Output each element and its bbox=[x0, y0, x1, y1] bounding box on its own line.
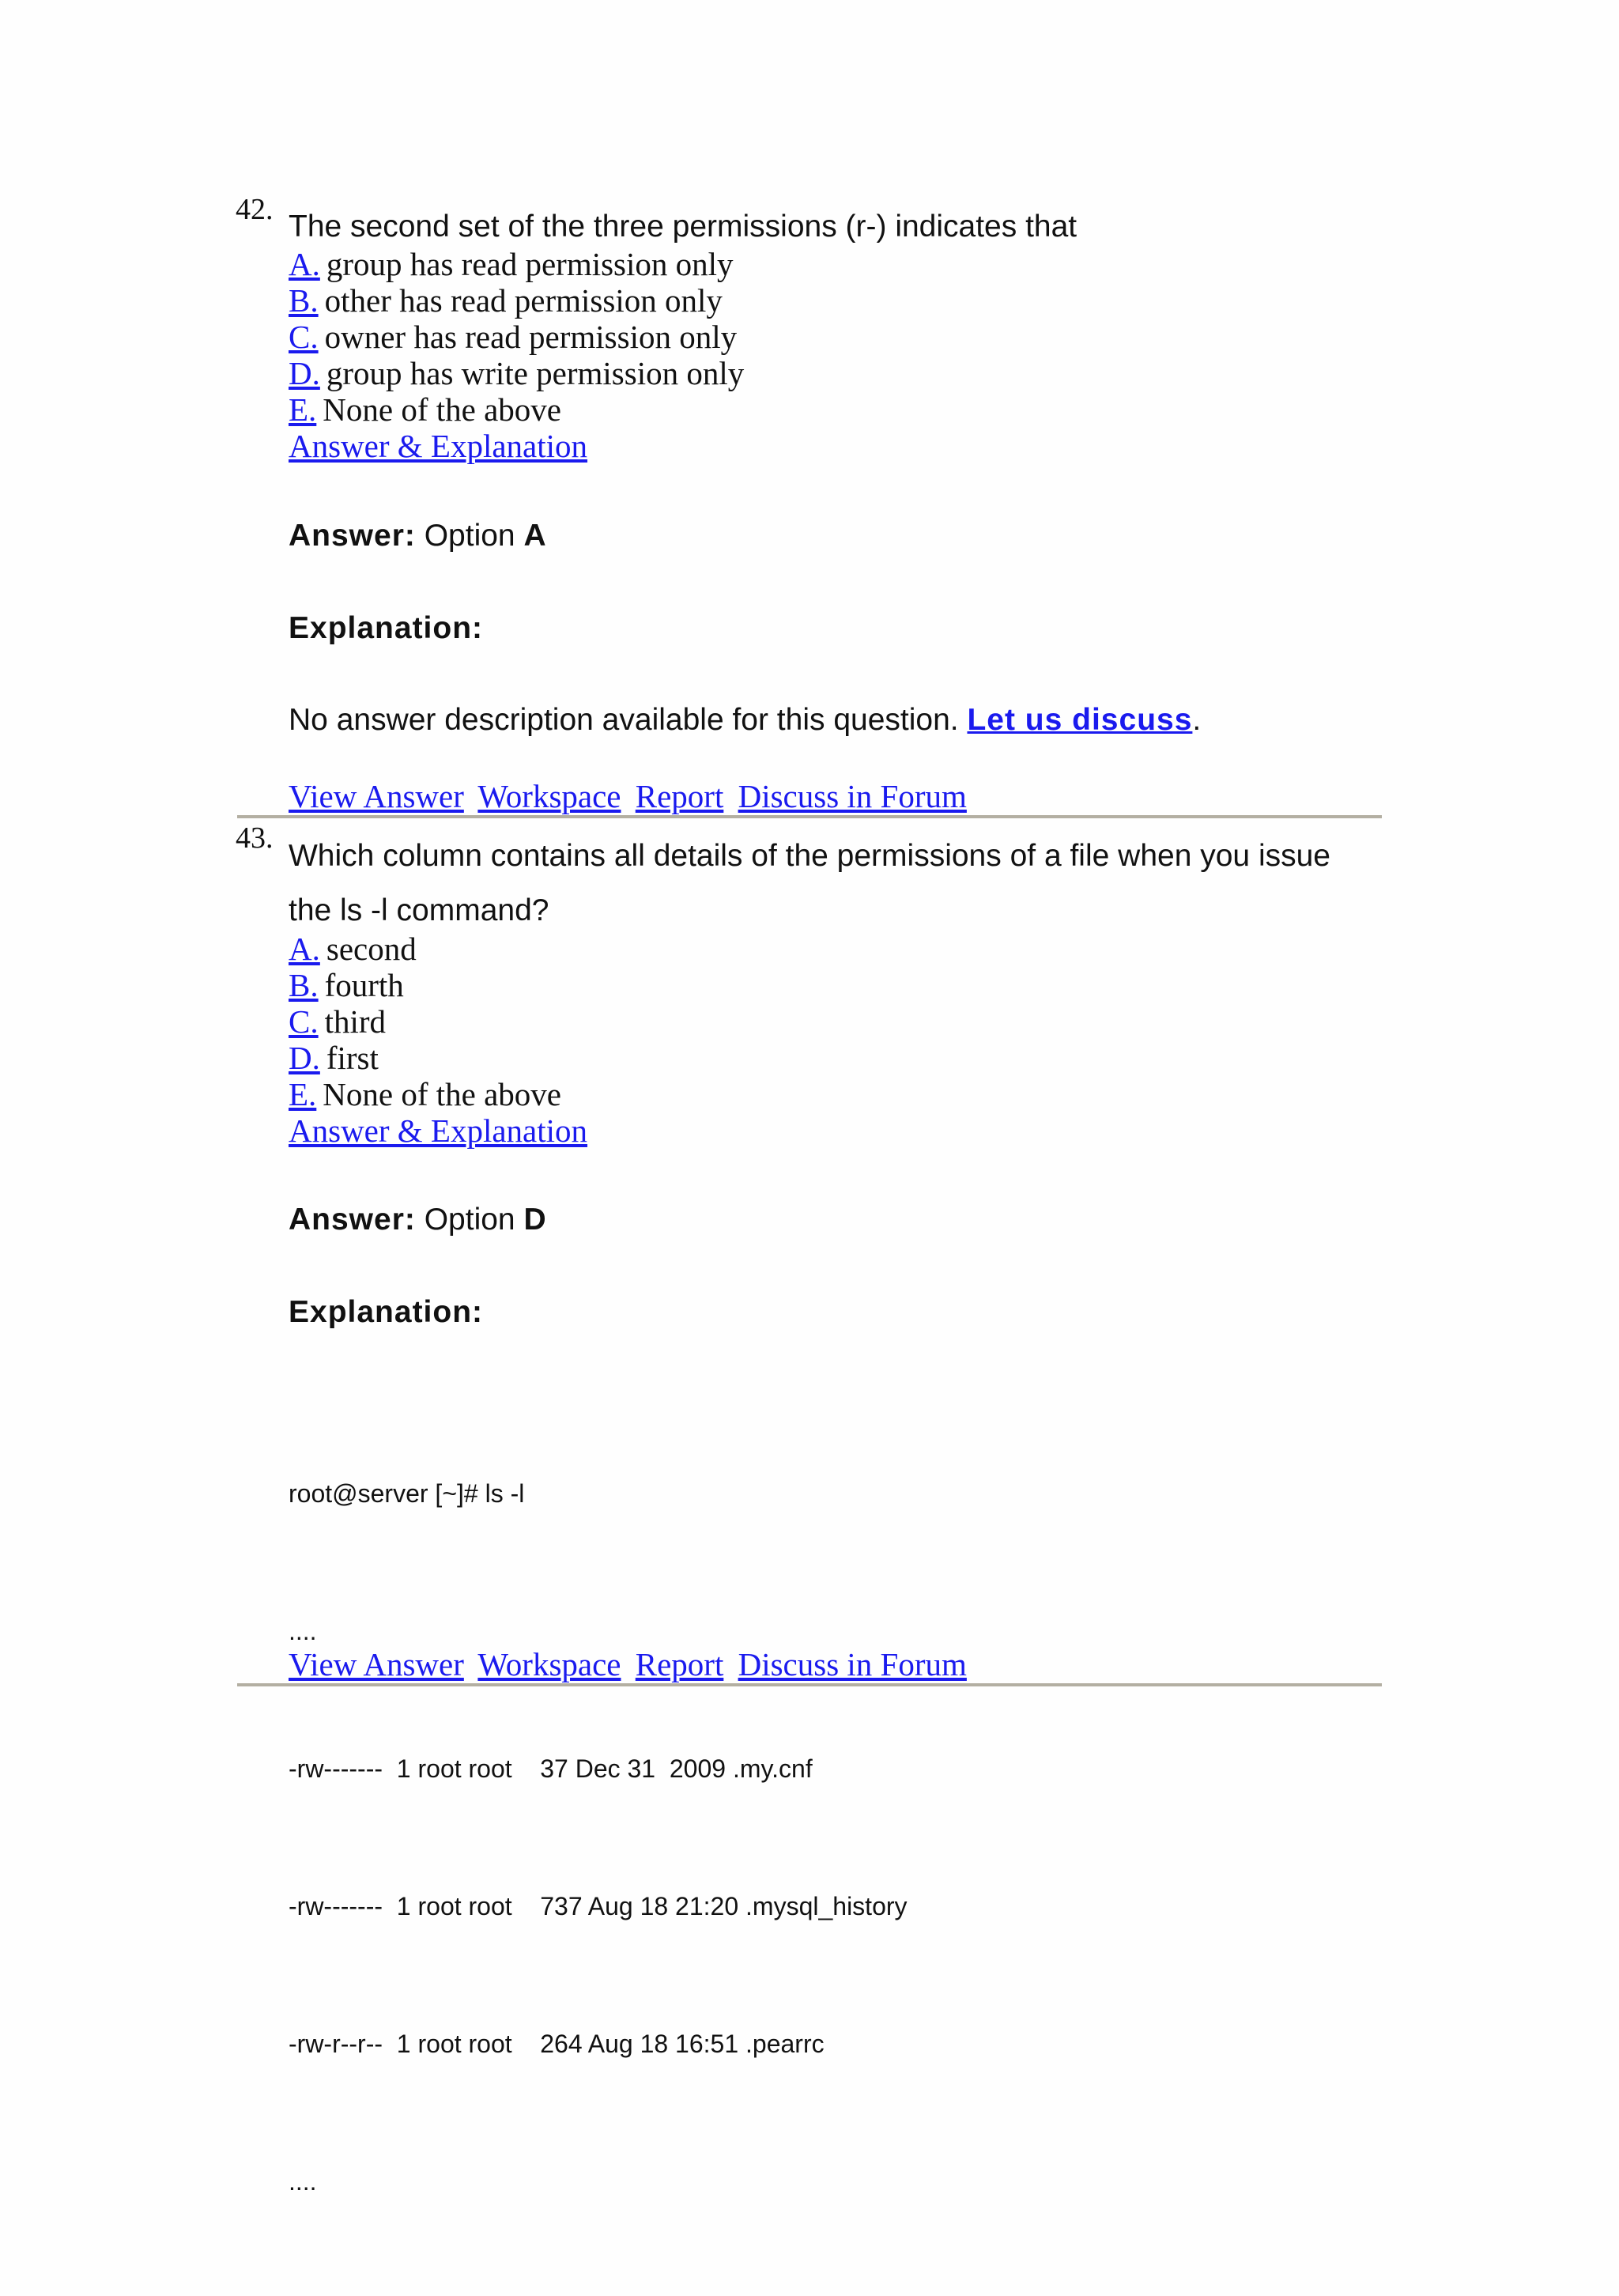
report-link[interactable]: Report bbox=[635, 1646, 724, 1682]
answer-label: Answer: bbox=[289, 519, 416, 553]
discuss-in-forum-link[interactable]: Discuss in Forum bbox=[738, 778, 967, 814]
answer-prefix: Option bbox=[424, 1203, 515, 1237]
option-text: group has read permission only bbox=[326, 246, 734, 282]
code-line: -rw-r--r-- 1 root root 264 Aug 18 16:51 .pearrc bbox=[289, 2030, 825, 2058]
divider bbox=[237, 815, 1382, 818]
option-c bbox=[289, 1003, 587, 1040]
view-answer-link[interactable]: View Answer bbox=[289, 778, 464, 814]
options-list bbox=[289, 931, 587, 1149]
option-text: None of the above bbox=[323, 391, 561, 428]
option-e bbox=[289, 391, 744, 428]
answer-label: Answer: bbox=[289, 1203, 416, 1237]
option-c bbox=[289, 319, 744, 355]
code-line: -rw------- 1 root root 737 Aug 18 21:20 .mysql_history bbox=[289, 1892, 908, 1920]
option-text: second bbox=[326, 931, 417, 967]
code-block bbox=[289, 1379, 908, 2296]
option-c-link[interactable]: C. bbox=[289, 319, 319, 355]
option-text: first bbox=[326, 1040, 379, 1076]
discuss-in-forum-link[interactable]: Discuss in Forum bbox=[738, 1646, 967, 1682]
answer-explanation-toggle[interactable]: Answer & Explanation bbox=[289, 428, 588, 464]
question-text: Which column contains all details of the permissions of a file when you issue the ls -l command? bbox=[289, 839, 1330, 927]
options-list bbox=[289, 246, 744, 464]
option-d bbox=[289, 1040, 587, 1076]
code-line: .... bbox=[289, 2167, 317, 2196]
option-d bbox=[289, 355, 744, 391]
action-links bbox=[289, 777, 973, 815]
option-a bbox=[289, 246, 744, 282]
option-text: other has read permission only bbox=[324, 282, 723, 319]
option-a-link[interactable]: A. bbox=[289, 246, 320, 282]
action-links bbox=[289, 1645, 973, 1683]
option-c-link[interactable]: C. bbox=[289, 1003, 319, 1040]
workspace-link[interactable]: Workspace bbox=[477, 1646, 621, 1682]
question-text: The second set of the three permissions (r-) indicates that bbox=[289, 210, 1077, 244]
option-e bbox=[289, 1076, 587, 1112]
answer-prefix: Option bbox=[424, 519, 515, 553]
explanation-end: . bbox=[1192, 703, 1202, 737]
explanation-text bbox=[289, 703, 1201, 738]
explanation-heading: Explanation: bbox=[289, 611, 484, 645]
option-b bbox=[289, 282, 744, 319]
option-text: third bbox=[324, 1003, 387, 1040]
view-answer-link[interactable]: View Answer bbox=[289, 1646, 464, 1682]
option-b bbox=[289, 967, 587, 1003]
option-e-link[interactable]: E. bbox=[289, 391, 317, 428]
code-line: .... bbox=[289, 1617, 317, 1645]
option-d-link[interactable]: D. bbox=[289, 1040, 320, 1076]
answer-line bbox=[289, 1203, 547, 1237]
divider bbox=[237, 1683, 1382, 1686]
option-b-link[interactable]: B. bbox=[289, 282, 319, 319]
option-text: group has write permission only bbox=[326, 355, 745, 391]
option-a bbox=[289, 931, 587, 967]
question-number: 42. bbox=[236, 193, 274, 226]
code-line: root@server [~]# ls -l bbox=[289, 1479, 525, 1508]
option-text: fourth bbox=[324, 967, 404, 1003]
option-b-link[interactable]: B. bbox=[289, 967, 319, 1003]
code-line: -rw------- 1 root root 37 Dec 31 2009 .my.cnf bbox=[289, 1754, 813, 1783]
answer-explanation-toggle[interactable]: Answer & Explanation bbox=[289, 1112, 588, 1149]
answer-letter: A bbox=[523, 519, 547, 553]
report-link[interactable]: Report bbox=[635, 778, 724, 814]
option-d-link[interactable]: D. bbox=[289, 355, 320, 391]
option-text: owner has read permission only bbox=[324, 319, 738, 355]
answer-letter: D bbox=[523, 1203, 547, 1237]
question-number: 43. bbox=[236, 821, 274, 855]
answer-line bbox=[289, 519, 547, 553]
explanation-body: No answer description available for this question. bbox=[289, 703, 959, 737]
workspace-link[interactable]: Workspace bbox=[477, 778, 621, 814]
let-us-discuss-link[interactable]: Let us discuss bbox=[967, 703, 1193, 737]
option-a-link[interactable]: A. bbox=[289, 931, 320, 967]
explanation-heading: Explanation: bbox=[289, 1295, 484, 1329]
option-text: None of the above bbox=[323, 1076, 561, 1112]
option-e-link[interactable]: E. bbox=[289, 1076, 317, 1112]
